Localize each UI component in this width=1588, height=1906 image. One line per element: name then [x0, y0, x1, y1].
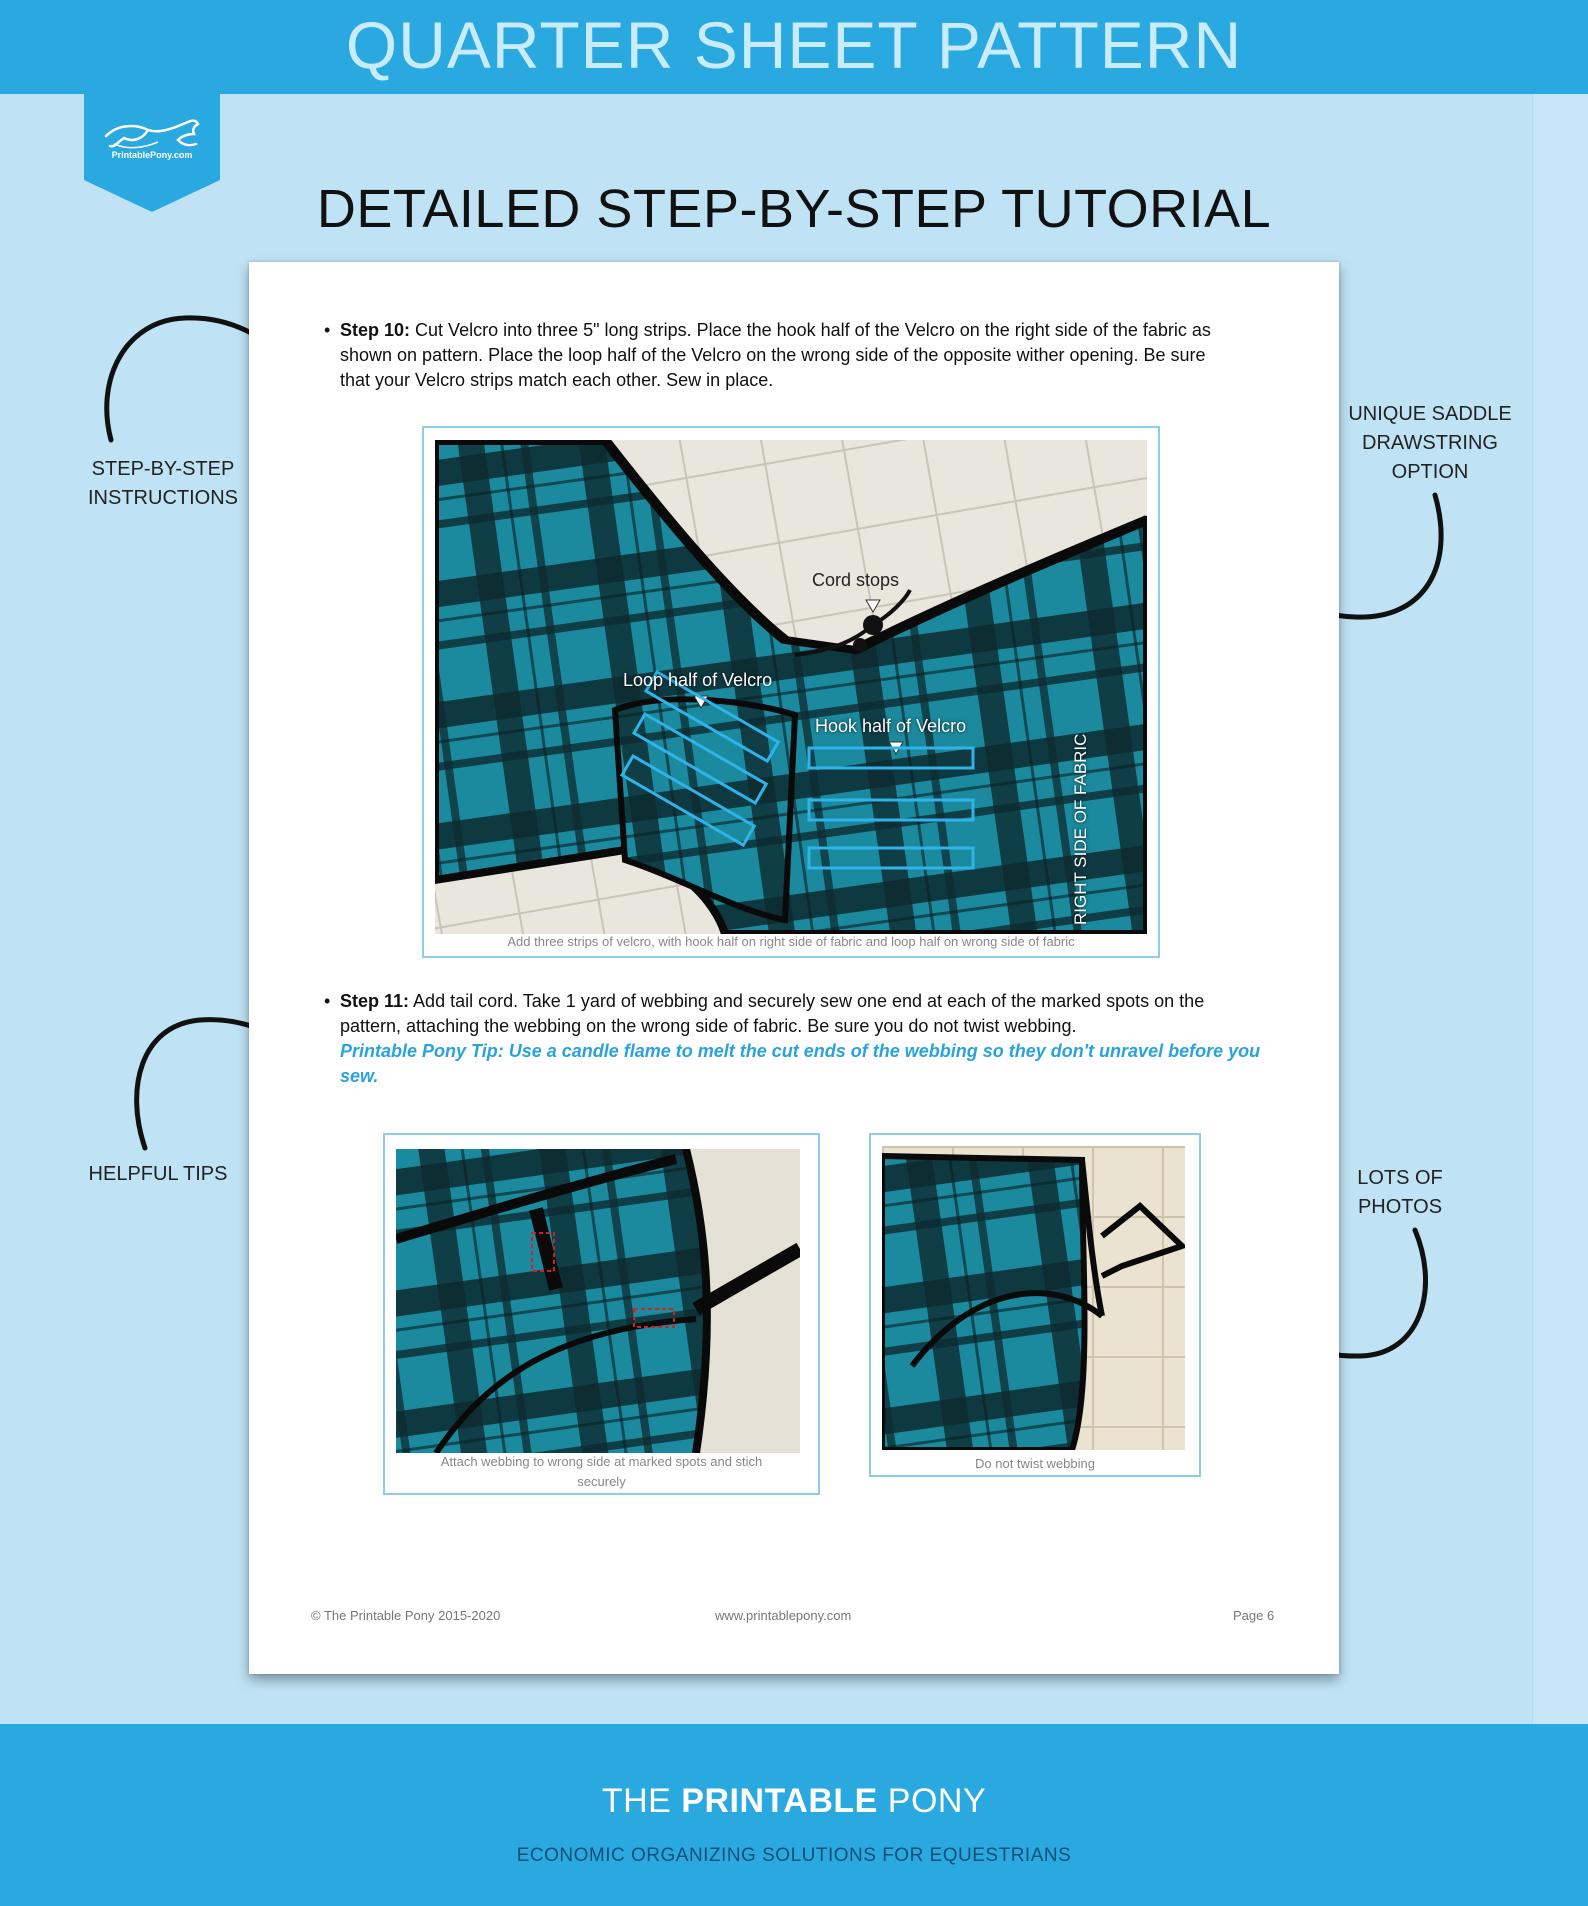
brand-name [0, 1782, 1588, 1821]
copyright-text: © The Printable Pony 2015-2020 [311, 1608, 501, 1623]
printable-pony-tip: Printable Pony Tip: Use a candle flame to melt the cut ends of the webbing so they don't unravel before you [340, 1041, 1261, 1061]
hook-half-label: Hook half of Velcro [815, 716, 967, 736]
tutorial-subtitle: DETAILED STEP-BY-STEP TUTORIAL [316, 179, 1272, 239]
step-11-text [324, 989, 1270, 1089]
annotation-saddle-drawstring [1335, 400, 1525, 487]
annotation-line: INSTRUCTIONS [88, 487, 238, 509]
step-text-line: Cut Velcro into three 5" long strips. Place the hook half of the Velcro on the right side of the fabric as [415, 320, 1211, 340]
annotation-line: DRAWSTRING [1362, 432, 1498, 454]
annotation-helpful-tips: HELPFUL TIPS [88, 1163, 228, 1185]
step-text-line: Add tail cord. Take 1 yard of webbing and securely sew one end at each of the marked spots on the [413, 991, 1205, 1011]
step-text-line: that your Velcro strips match each other. Sew in place. [340, 370, 774, 390]
caption-line: securely [577, 1474, 626, 1489]
plaid-quarter-sheet-illustration [435, 440, 1147, 934]
webbing-attached-illustration [396, 1149, 800, 1453]
photo-no-twist[interactable] [882, 1146, 1185, 1450]
bullet: • [324, 320, 331, 340]
brand-part: PONY [877, 1782, 987, 1820]
printable-pony-tip: sew. [340, 1066, 379, 1086]
brand-part: THE [601, 1782, 682, 1820]
photo-velcro[interactable] [435, 440, 1147, 934]
annotation-line: OPTION [1391, 461, 1469, 483]
step-10-text [324, 318, 1270, 393]
logo-text: PrintablePony.com [111, 150, 193, 160]
annotation-lots-of-photos [1320, 1164, 1480, 1222]
caption-line: Attach webbing to wrong side at marked spots and stich [440, 1454, 763, 1469]
cord-stops-label: Cord stops [812, 570, 900, 590]
page-number: Page 6 [1233, 1608, 1275, 1623]
photo-webbing[interactable] [396, 1149, 800, 1453]
brand-tagline: ECONOMIC ORGANIZING SOLUTIONS FOR EQUESTRIANS [516, 1845, 1072, 1866]
photo-no-twist-caption: Do not twist webbing [975, 1456, 1095, 1471]
photo-webbing-caption [383, 1452, 820, 1492]
tutorial-page [249, 262, 1339, 1674]
annotation-line: LOTS OF [1357, 1167, 1443, 1189]
annotation-line: STEP-BY-STEP [91, 458, 235, 480]
loop-half-label: Loop half of Velcro [623, 670, 773, 690]
brand-part-bold: PRINTABLE [681, 1782, 878, 1820]
photo-velcro-caption: Add three strips of velcro, with hook half on right side of fabric and loop half on wrong side of fabric [507, 934, 1075, 949]
step-text-line: pattern, attaching the webbing on the wrong side of fabric. Be sure you do not twist webbing. [340, 1016, 1077, 1036]
annotation-line: PHOTOS [1357, 1196, 1443, 1218]
annotation-line: UNIQUE SADDLE [1348, 403, 1512, 425]
step-10-label: Step 10: [340, 320, 411, 340]
right-edge-strip [1532, 94, 1588, 1724]
step-text-line: shown on pattern. Place the loop half of the Velcro on the wrong side of the opposite wither opening. Be sure [340, 345, 1206, 365]
website-link[interactable]: www.printablepony.com [715, 1608, 852, 1623]
annotation-step-by-step [78, 455, 248, 513]
step-11-label: Step 11: [340, 991, 410, 1011]
right-side-fabric-label: RIGHT SIDE OF FABRIC [1071, 733, 1090, 925]
page-title: QUARTER SHEET PATTERN [345, 8, 1243, 82]
untwisted-webbing-illustration [882, 1146, 1185, 1450]
bullet: • [324, 991, 331, 1011]
